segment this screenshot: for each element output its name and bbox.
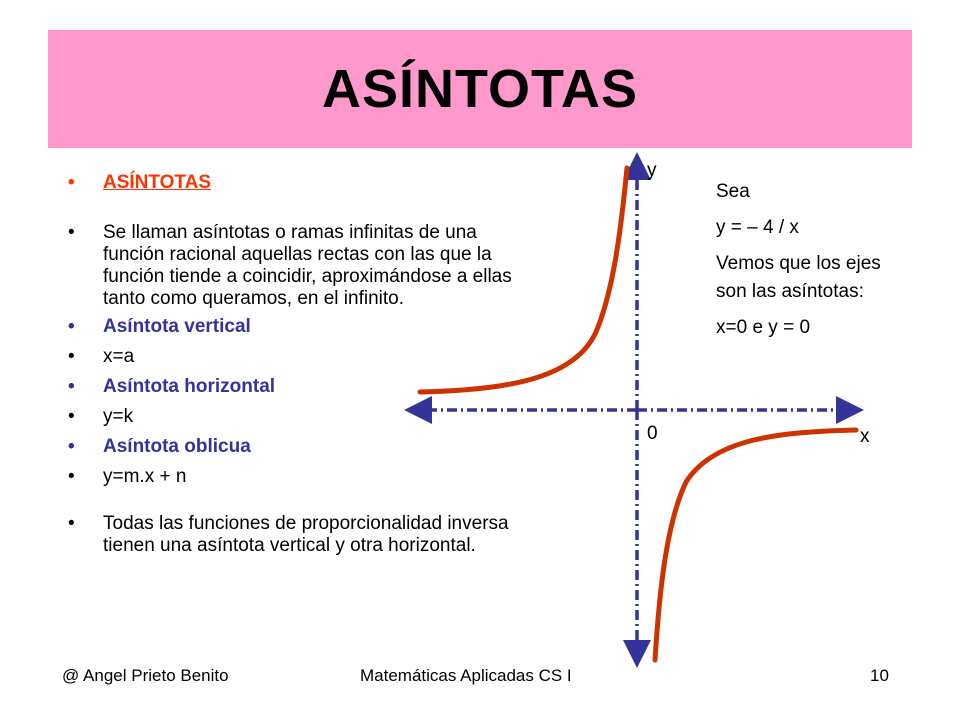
bullet-dot: • bbox=[68, 466, 75, 487]
bullet-text: Todas las funciones de proporcionalidad inversa tienen una asíntota vertical y otra horizontal. bbox=[103, 513, 509, 556]
slide-title: ASÍNTOTAS bbox=[321, 59, 639, 119]
origin-label: 0 bbox=[647, 423, 658, 444]
bullet-text: Asíntota vertical bbox=[103, 316, 251, 337]
page-number: 10 bbox=[870, 666, 889, 685]
bullet-dot: • bbox=[68, 222, 75, 243]
x-axis-label: x bbox=[860, 426, 870, 447]
bullet-dot: • bbox=[68, 346, 75, 367]
bullet-dot: • bbox=[68, 172, 75, 193]
bullet-dot: • bbox=[68, 436, 75, 457]
bullet-text: x=a bbox=[103, 346, 135, 367]
bullet-dot: • bbox=[68, 376, 75, 397]
hyperbola-branch-upper-left bbox=[420, 168, 627, 392]
bullet-text: y=m.x + n bbox=[103, 466, 187, 487]
footer-course: Matemáticas Aplicadas CS I bbox=[360, 666, 572, 685]
function-equation: y = – 4 / x bbox=[716, 217, 799, 238]
bullet-dot: • bbox=[68, 316, 75, 337]
side-text-line: Sea bbox=[716, 181, 750, 202]
bullet-text: Asíntota horizontal bbox=[103, 376, 276, 397]
asymptote-equations: x=0 e y = 0 bbox=[716, 317, 811, 338]
bullet-text: Se llaman asíntotas o ramas infinitas de una función racional aquellas rectas con las que la función tiende a coincidir, aproximándose a ellas tanto como queramos, en el infinito. bbox=[103, 222, 512, 309]
function-description bbox=[716, 178, 886, 350]
y-axis-label: y bbox=[647, 160, 657, 181]
bullet-text: Asíntota oblicua bbox=[103, 436, 251, 457]
bullet-text: y=k bbox=[103, 406, 134, 427]
hyperbola-branch-lower-right bbox=[655, 430, 856, 660]
bullet-dot: • bbox=[68, 513, 75, 534]
bullet-dot: • bbox=[68, 406, 75, 427]
bullet-text: ASÍNTOTAS bbox=[103, 172, 212, 193]
side-text-line: Vemos que los ejes son las asíntotas: bbox=[716, 253, 881, 302]
footer-author: @ Angel Prieto Benito bbox=[62, 666, 229, 685]
